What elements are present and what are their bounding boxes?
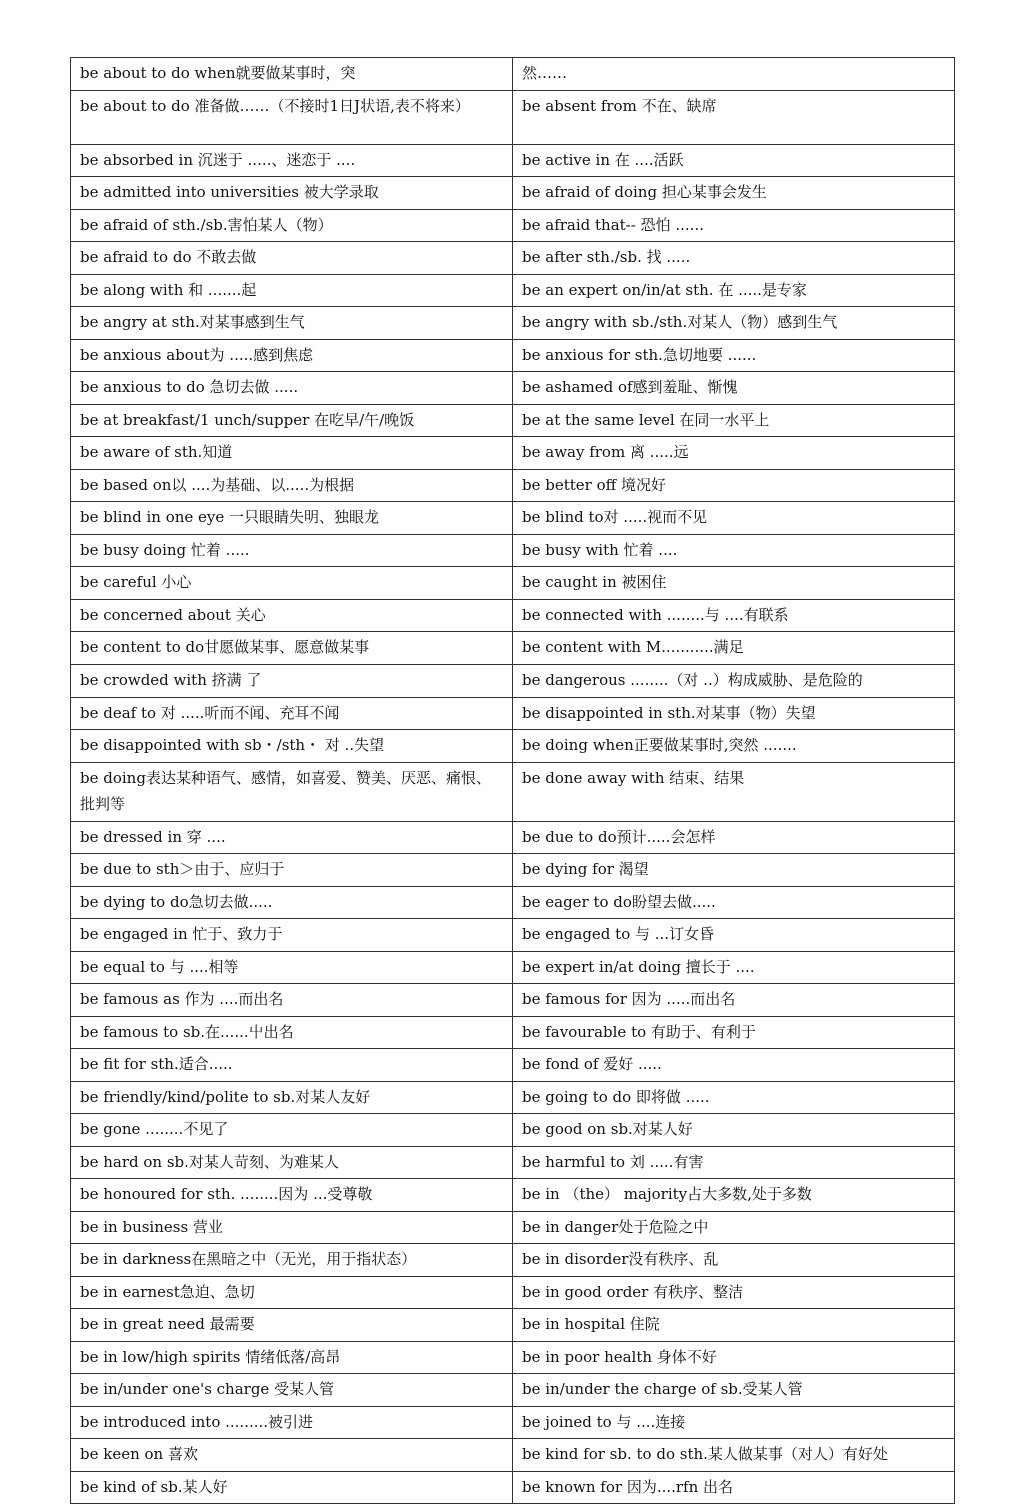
phrase-cell-right: be connected with ........与 ....有联系 — [513, 599, 955, 632]
phrase-cell-right: be expert in/at doing 擅长于 .... — [513, 951, 955, 984]
phrase-cell-right: be harmful to 刘 .....有害 — [513, 1146, 955, 1179]
phrase-cell-left: be disappointed with sb・/sth・ 对 ..失望 — [71, 730, 513, 763]
phrase-cell-left: be about to do when就要做某事时，突 — [71, 58, 513, 91]
table-row — [71, 1276, 955, 1309]
table-row — [71, 1146, 955, 1179]
phrase-cell-left: be in/under one's charge 受某人管 — [71, 1374, 513, 1407]
table-row — [71, 1439, 955, 1472]
phrase-cell-left: be concerned about 关心 — [71, 599, 513, 632]
phrase-cell-left: be busy doing 忙着 ..... — [71, 534, 513, 567]
table-row — [71, 984, 955, 1017]
phrase-cell-left: be along with 和 .......起 — [71, 274, 513, 307]
phrase-cell-left: be famous to sb.在......屮出名 — [71, 1016, 513, 1049]
phrase-cell-left: be angry at sth.对某事感到生气 — [71, 307, 513, 340]
table-row — [71, 242, 955, 275]
phrase-cell-left: be careful 小心 — [71, 567, 513, 600]
phrase-cell-right: be fond of 爱好 ..... — [513, 1049, 955, 1082]
table-row — [71, 209, 955, 242]
table-row — [71, 919, 955, 952]
phrase-cell-right: be due to do预计.....会怎样 — [513, 821, 955, 854]
phrase-cell-right: be blind to对 .....视而不见 — [513, 502, 955, 535]
phrase-cell-right: be content with M...........满足 — [513, 632, 955, 665]
phrase-cell-right: be away from 离 .....远 — [513, 437, 955, 470]
table-row — [71, 664, 955, 697]
table-row — [71, 58, 955, 91]
table-row — [71, 1374, 955, 1407]
phrase-cell-right: be afraid that-- 恐怕 ...... — [513, 209, 955, 242]
table-row — [71, 177, 955, 210]
table-row — [71, 632, 955, 665]
phrase-cell-left: be at breakfast/1 unch/supper 在吃早/午/晚饭 — [71, 404, 513, 437]
table-row — [71, 1406, 955, 1439]
table-row — [71, 534, 955, 567]
table-row — [71, 90, 955, 144]
table-row — [71, 372, 955, 405]
phrase-cell-right: be joined to 与 ....连接 — [513, 1406, 955, 1439]
phrase-cell-left: be about to do 准备做……（不接时1日J状语,表不将来） — [71, 90, 513, 144]
table-row — [71, 437, 955, 470]
vocabulary-sheet — [70, 57, 954, 1504]
phrase-table-body — [71, 58, 955, 1504]
phrase-cell-left: be honoured for sth. ........因为 ...受尊敬 — [71, 1179, 513, 1212]
phrase-cell-right: be better off 境况好 — [513, 469, 955, 502]
table-row — [71, 307, 955, 340]
phrase-cell-left: be in business 营业 — [71, 1211, 513, 1244]
phrase-cell-right: be busy with 忙着 .... — [513, 534, 955, 567]
phrase-cell-right: be going to do 即将做 ..... — [513, 1081, 955, 1114]
phrase-cell-left: be content to do甘愿做某事、愿意做某事 — [71, 632, 513, 665]
phrase-cell-left: be anxious about为 .....感到焦虑 — [71, 339, 513, 372]
phrase-cell-left: be in low/high spirits 情绪低落/高昂 — [71, 1341, 513, 1374]
table-row — [71, 1471, 955, 1504]
phrase-table — [70, 57, 955, 1504]
phrase-cell-right: be an expert on/in/at sth. 在 .....是专家 — [513, 274, 955, 307]
table-row — [71, 567, 955, 600]
phrase-cell-left: be blind in one eye 一只眼睛失明、独眼龙 — [71, 502, 513, 535]
table-row — [71, 854, 955, 887]
phrase-cell-right: be in disorder没有秩序、乱 — [513, 1244, 955, 1277]
table-row — [71, 1114, 955, 1147]
phrase-cell-left: be in darkness在黑暗之中（无光，用于指状态） — [71, 1244, 513, 1277]
table-row — [71, 951, 955, 984]
phrase-cell-right: be kind for sb. to do sth.某人做某事（对人）有好处 — [513, 1439, 955, 1472]
phrase-cell-right: be at the same level 在同一水平上 — [513, 404, 955, 437]
table-row — [71, 1081, 955, 1114]
phrase-cell-right: be engaged to 与 ...订女昏 — [513, 919, 955, 952]
table-row — [71, 1309, 955, 1342]
table-row — [71, 469, 955, 502]
table-row — [71, 762, 955, 821]
table-row — [71, 730, 955, 763]
phrase-cell-right: be caught in 被困住 — [513, 567, 955, 600]
phrase-cell-right: be active in 在 ....活跃 — [513, 144, 955, 177]
table-row — [71, 1179, 955, 1212]
phrase-cell-left: be gone ........不见了 — [71, 1114, 513, 1147]
table-row — [71, 339, 955, 372]
phrase-cell-left: be fit for sth.适合..... — [71, 1049, 513, 1082]
phrase-cell-left: be engaged in 忙于、致力于 — [71, 919, 513, 952]
table-row — [71, 1049, 955, 1082]
phrase-cell-right: be good on sb.对某人好 — [513, 1114, 955, 1147]
phrase-cell-left: be equal to 与 ....相等 — [71, 951, 513, 984]
phrase-cell-left: be dressed in 穿 .... — [71, 821, 513, 854]
phrase-cell-left: be kind of sb.某人好 — [71, 1471, 513, 1504]
phrase-cell-right: be afraid of doing 担心某事会发生 — [513, 177, 955, 210]
table-row — [71, 599, 955, 632]
phrase-cell-left: be introduced into .........被引进 — [71, 1406, 513, 1439]
phrase-cell-right: be absent from 不在、缺席 — [513, 90, 955, 144]
phrase-cell-left: be doing表达某种语气、感情，如喜爱、赞美、厌恶、痛恨、批判等 — [71, 762, 513, 821]
phrase-cell-left: be dying to do急切去做..... — [71, 886, 513, 919]
phrase-cell-left: be deaf to 对 .....听而不闻、充耳不闻 — [71, 697, 513, 730]
table-row — [71, 1244, 955, 1277]
phrase-cell-left: be admitted into universities 被大学录取 — [71, 177, 513, 210]
phrase-cell-right: be anxious for sth.急切地要 ...... — [513, 339, 955, 372]
phrase-cell-right: be in danger处于危险之中 — [513, 1211, 955, 1244]
phrase-cell-right: be known for 因为....rfn 出名 — [513, 1471, 955, 1504]
phrase-cell-left: be in great need 最需要 — [71, 1309, 513, 1342]
phrase-cell-right: be dying for 渴望 — [513, 854, 955, 887]
phrase-cell-right: be angry with sb./sth.对某人（物）感到生气 — [513, 307, 955, 340]
table-row — [71, 502, 955, 535]
phrase-cell-right: be eager to do盼望去做..... — [513, 886, 955, 919]
phrase-cell-right: be in good order 有秩序、整洁 — [513, 1276, 955, 1309]
phrase-cell-right: 然…… — [513, 58, 955, 91]
phrase-cell-right: be in hospital 住院 — [513, 1309, 955, 1342]
phrase-cell-right: be after sth./sb. 找 ..... — [513, 242, 955, 275]
phrase-cell-right: be in poor health 身体不好 — [513, 1341, 955, 1374]
phrase-cell-right: be in （the） majority占大多数,处于多数 — [513, 1179, 955, 1212]
phrase-cell-left: be aware of sth.知道 — [71, 437, 513, 470]
table-row — [71, 1016, 955, 1049]
table-row — [71, 697, 955, 730]
phrase-cell-right: be favourable to 有助于、有利于 — [513, 1016, 955, 1049]
phrase-cell-right: be disappointed in sth.对某事（物）失望 — [513, 697, 955, 730]
phrase-cell-left: be absorbed in 沉迷于 .....、迷恋于 .... — [71, 144, 513, 177]
table-row — [71, 404, 955, 437]
phrase-cell-right: be famous for 因为 .....而出名 — [513, 984, 955, 1017]
table-row — [71, 821, 955, 854]
phrase-cell-right: be doing when正要做某事时,突然 ....... — [513, 730, 955, 763]
phrase-cell-left: be in earnest急迫、急切 — [71, 1276, 513, 1309]
phrase-cell-right: be dangerous ........（对 ..）构成威胁、是危险的 — [513, 664, 955, 697]
phrase-cell-left: be hard on sb.对某人苛刻、为难某人 — [71, 1146, 513, 1179]
table-row — [71, 886, 955, 919]
phrase-cell-left: be based on以 ....为基础、以.....为根据 — [71, 469, 513, 502]
phrase-cell-left: be friendly/kind/polite to sb.对某人友好 — [71, 1081, 513, 1114]
phrase-cell-left: be famous as 作为 ....而出名 — [71, 984, 513, 1017]
phrase-cell-left: be afraid of sth./sb.害怕某人（物） — [71, 209, 513, 242]
phrase-cell-left: be keen on 喜欢 — [71, 1439, 513, 1472]
table-row — [71, 1211, 955, 1244]
phrase-cell-left: be crowded with 挤满 了 — [71, 664, 513, 697]
phrase-cell-right: be done away with 结束、结果 — [513, 762, 955, 821]
phrase-cell-left: be due to sth＞由于、应归于 — [71, 854, 513, 887]
phrase-cell-right: be ashamed of感到羞耻、惭愧 — [513, 372, 955, 405]
table-row — [71, 1341, 955, 1374]
phrase-cell-left: be anxious to do 急切去做 ..... — [71, 372, 513, 405]
table-row — [71, 274, 955, 307]
table-row — [71, 144, 955, 177]
phrase-cell-right: be in/under the charge of sb.受某人管 — [513, 1374, 955, 1407]
phrase-cell-left: be afraid to do 不敢去做 — [71, 242, 513, 275]
